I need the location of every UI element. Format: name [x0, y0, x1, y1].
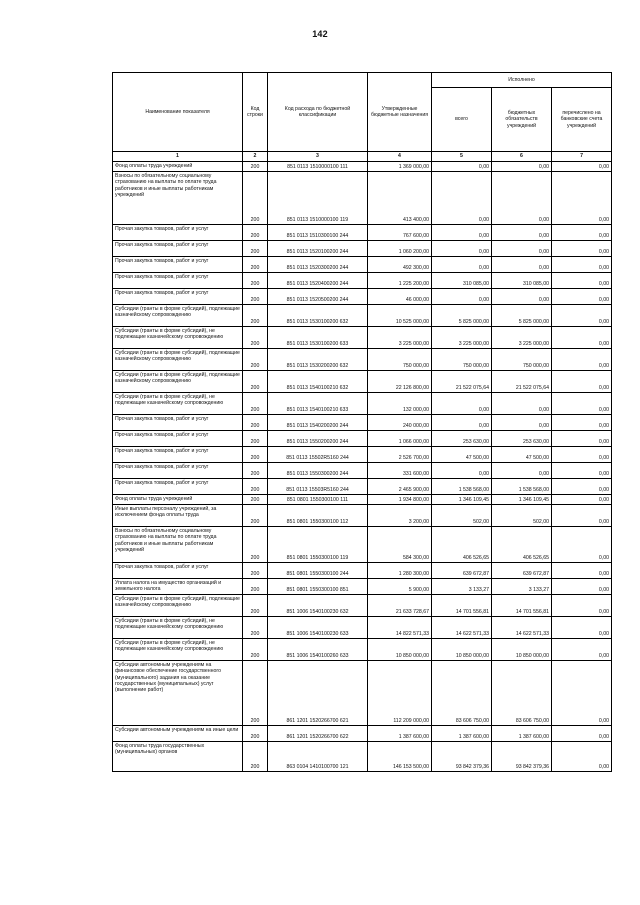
executed-total: 502,00	[432, 505, 492, 527]
column-number: 7	[552, 152, 612, 162]
approved-amount: 10 525 000,00	[368, 305, 432, 327]
budget-code: 851 0113 1510000100 119	[268, 172, 368, 225]
indicator-name: Прочая закупка товаров, работ и услуг	[113, 241, 243, 257]
approved-amount: 2 526 700,00	[368, 447, 432, 463]
approved-amount: 3 225 000,00	[368, 327, 432, 349]
executed-transferred: 0,00	[552, 431, 612, 447]
indicator-name: Субсидии (гранты в форме субсидий), подлежащие казначейскому сопровождению	[113, 349, 243, 371]
column-number: 5	[432, 152, 492, 162]
table-row	[113, 726, 612, 742]
line-code: 200	[243, 225, 268, 241]
budget-code: 851 0801 1550300100 111	[268, 495, 368, 505]
approved-amount: 132 000,00	[368, 393, 432, 415]
line-code: 200	[243, 431, 268, 447]
header-bank-accounts: перечислено на банковские счета учреждений	[552, 88, 612, 152]
executed-transferred: 0,00	[552, 579, 612, 595]
budget-execution-table	[112, 72, 612, 772]
executed-obligations: 83 606 750,00	[492, 661, 552, 726]
executed-transferred: 0,00	[552, 495, 612, 505]
approved-amount: 492 300,00	[368, 257, 432, 273]
indicator-name: Прочая закупка товаров, работ и услуг	[113, 447, 243, 463]
budget-code: 851 0113 1520300200 244	[268, 257, 368, 273]
budget-code: 851 0113 15503R5160 244	[268, 479, 368, 495]
column-number: 3	[268, 152, 368, 162]
executed-obligations: 0,00	[492, 463, 552, 479]
line-code: 200	[243, 327, 268, 349]
column-number: 4	[368, 152, 432, 162]
budget-code: 861 1201 1520266700 622	[268, 726, 368, 742]
executed-transferred: 0,00	[552, 393, 612, 415]
table-row	[113, 393, 612, 415]
approved-amount: 584 300,00	[368, 527, 432, 563]
executed-obligations: 639 672,87	[492, 563, 552, 579]
table-row	[113, 327, 612, 349]
line-code: 200	[243, 257, 268, 273]
approved-amount: 1 060 200,00	[368, 241, 432, 257]
executed-obligations: 0,00	[492, 289, 552, 305]
line-code: 200	[243, 172, 268, 225]
executed-obligations: 1 387 600,00	[492, 726, 552, 742]
approved-amount: 10 850 000,00	[368, 639, 432, 661]
approved-amount: 767 600,00	[368, 225, 432, 241]
indicator-name: Субсидии (гранты в форме субсидий), не подлежащие казначейскому сопровождению	[113, 327, 243, 349]
budget-code: 851 1006 1540100230 633	[268, 617, 368, 639]
line-code: 200	[243, 595, 268, 617]
executed-total: 253 630,00	[432, 431, 492, 447]
executed-obligations: 310 085,00	[492, 273, 552, 289]
table-row	[113, 595, 612, 617]
budget-code: 851 0801 1550300100 851	[268, 579, 368, 595]
executed-transferred: 0,00	[552, 415, 612, 431]
table-row	[113, 661, 612, 726]
column-number: 1	[113, 152, 243, 162]
executed-transferred: 0,00	[552, 349, 612, 371]
executed-total: 83 606 750,00	[432, 661, 492, 726]
executed-transferred: 0,00	[552, 479, 612, 495]
executed-total: 1 387 600,00	[432, 726, 492, 742]
budget-code: 851 0113 1550300200 244	[268, 463, 368, 479]
line-code: 200	[243, 617, 268, 639]
budget-code: 851 0113 15502R5160 244	[268, 447, 368, 463]
executed-obligations: 406 526,65	[492, 527, 552, 563]
table-row	[113, 371, 612, 393]
table-row	[113, 495, 612, 505]
executed-total: 47 500,00	[432, 447, 492, 463]
executed-total: 14 701 556,81	[432, 595, 492, 617]
indicator-name: Субсидии автономным учреждениям на иные цели	[113, 726, 243, 742]
table-row	[113, 172, 612, 225]
indicator-name: Прочая закупка товаров, работ и услуг	[113, 463, 243, 479]
executed-total: 3 133,27	[432, 579, 492, 595]
budget-code: 851 0113 1520100200 244	[268, 241, 368, 257]
indicator-name: Прочая закупка товаров, работ и услуг	[113, 289, 243, 305]
executed-transferred: 0,00	[552, 241, 612, 257]
header-budget-obligations: бюджетных обязательств учреждений	[492, 88, 552, 152]
column-number: 6	[492, 152, 552, 162]
line-code: 200	[243, 639, 268, 661]
executed-total: 0,00	[432, 241, 492, 257]
indicator-name: Прочая закупка товаров, работ и услуг	[113, 257, 243, 273]
executed-obligations: 21 522 075,64	[492, 371, 552, 393]
budget-code: 851 0113 1540100210 633	[268, 393, 368, 415]
executed-transferred: 0,00	[552, 617, 612, 639]
table-row	[113, 527, 612, 563]
budget-code: 863 0104 1410100700 121	[268, 742, 368, 772]
line-code: 200	[243, 495, 268, 505]
indicator-name: Субсидии (гранты в форме субсидий), подлежащие казначейскому сопровождению	[113, 595, 243, 617]
line-code: 200	[243, 415, 268, 431]
executed-obligations: 1 346 109,45	[492, 495, 552, 505]
page-number: 142	[312, 29, 328, 39]
executed-obligations: 0,00	[492, 393, 552, 415]
table-row	[113, 273, 612, 289]
budget-code: 851 0801 1550300100 112	[268, 505, 368, 527]
table-row	[113, 289, 612, 305]
budget-code: 851 0113 1530100200 633	[268, 327, 368, 349]
approved-amount: 14 822 571,33	[368, 617, 432, 639]
table-row	[113, 415, 612, 431]
executed-obligations: 750 000,00	[492, 349, 552, 371]
budget-code: 851 0801 1550300100 119	[268, 527, 368, 563]
table-row	[113, 225, 612, 241]
executed-obligations: 10 850 000,00	[492, 639, 552, 661]
indicator-name: Субсидии (гранты в форме субсидий), не подлежащие казначейскому сопровождению	[113, 617, 243, 639]
line-code: 200	[243, 289, 268, 305]
header-total: всего	[432, 88, 492, 152]
indicator-name: Прочая закупка товаров, работ и услуг	[113, 431, 243, 447]
table-row	[113, 639, 612, 661]
executed-obligations: 0,00	[492, 241, 552, 257]
executed-transferred: 0,00	[552, 172, 612, 225]
budget-code: 851 0113 1520500200 244	[268, 289, 368, 305]
executed-obligations: 3 225 000,00	[492, 327, 552, 349]
executed-obligations: 5 825 000,00	[492, 305, 552, 327]
budget-code: 851 1006 1540100230 632	[268, 595, 368, 617]
header-approved: Утвержденные бюджетные назначения	[368, 73, 432, 152]
approved-amount: 46 000,00	[368, 289, 432, 305]
executed-total: 0,00	[432, 172, 492, 225]
executed-total: 0,00	[432, 225, 492, 241]
table-row	[113, 305, 612, 327]
executed-transferred: 0,00	[552, 225, 612, 241]
line-code: 200	[243, 241, 268, 257]
line-code: 200	[243, 661, 268, 726]
indicator-name: Фонд оплаты труда учреждений	[113, 162, 243, 172]
executed-obligations: 14 701 556,81	[492, 595, 552, 617]
indicator-name: Прочая закупка товаров, работ и услуг	[113, 273, 243, 289]
header-budget-code: Код расхода по бюджетной классификации	[268, 73, 368, 152]
line-code: 200	[243, 393, 268, 415]
indicator-name: Взносы по обязательному социальному страхованию на выплаты по оплате труда работников и иные выплаты работникам учреждений	[113, 527, 243, 563]
approved-amount: 1 225 200,00	[368, 273, 432, 289]
executed-total: 93 842 379,36	[432, 742, 492, 772]
indicator-name: Субсидии (гранты в форме субсидий), не подлежащие казначейскому сопровождению	[113, 393, 243, 415]
executed-transferred: 0,00	[552, 273, 612, 289]
budget-code: 851 1006 1540100260 633	[268, 639, 368, 661]
column-number: 2	[243, 152, 268, 162]
budget-code: 851 0801 1550300100 244	[268, 563, 368, 579]
line-code: 200	[243, 505, 268, 527]
budget-code: 851 0113 1510300100 244	[268, 225, 368, 241]
executed-transferred: 0,00	[552, 595, 612, 617]
executed-transferred: 0,00	[552, 463, 612, 479]
table-row	[113, 505, 612, 527]
executed-transferred: 0,00	[552, 371, 612, 393]
executed-total: 1 538 568,00	[432, 479, 492, 495]
executed-total: 3 225 000,00	[432, 327, 492, 349]
line-code: 200	[243, 305, 268, 327]
executed-total: 0,00	[432, 257, 492, 273]
executed-total: 21 522 075,64	[432, 371, 492, 393]
executed-transferred: 0,00	[552, 257, 612, 273]
executed-total: 310 085,00	[432, 273, 492, 289]
executed-transferred: 0,00	[552, 305, 612, 327]
approved-amount: 1 934 800,00	[368, 495, 432, 505]
executed-transferred: 0,00	[552, 639, 612, 661]
indicator-name: Субсидии (гранты в форме субсидий), не подлежащие казначейскому сопровождению	[113, 639, 243, 661]
executed-obligations: 253 630,00	[492, 431, 552, 447]
approved-amount: 1 280 300,00	[368, 563, 432, 579]
indicator-name: Уплата налога на имущество организаций и земельного налога	[113, 579, 243, 595]
executed-obligations: 93 842 379,36	[492, 742, 552, 772]
approved-amount: 5 900,00	[368, 579, 432, 595]
line-code: 200	[243, 273, 268, 289]
approved-amount: 112 209 000,00	[368, 661, 432, 726]
executed-total: 0,00	[432, 162, 492, 172]
budget-code: 851 0113 1520400200 244	[268, 273, 368, 289]
budget-code: 851 0113 1530200200 632	[268, 349, 368, 371]
executed-obligations: 14 622 571,33	[492, 617, 552, 639]
table-row	[113, 563, 612, 579]
executed-total: 10 850 000,00	[432, 639, 492, 661]
table-row	[113, 257, 612, 273]
budget-code: 851 0113 1550200200 244	[268, 431, 368, 447]
executed-total: 750 000,00	[432, 349, 492, 371]
executed-transferred: 0,00	[552, 661, 612, 726]
executed-total: 5 825 000,00	[432, 305, 492, 327]
executed-total: 1 346 109,45	[432, 495, 492, 505]
executed-transferred: 0,00	[552, 726, 612, 742]
approved-amount: 21 633 728,67	[368, 595, 432, 617]
executed-obligations: 3 133,27	[492, 579, 552, 595]
executed-transferred: 0,00	[552, 527, 612, 563]
indicator-name: Субсидии (гранты в форме субсидий), подлежащие казначейскому сопровождению	[113, 305, 243, 327]
header-executed: Исполнено	[432, 73, 612, 88]
table-row	[113, 463, 612, 479]
budget-code: 851 0113 1530100200 632	[268, 305, 368, 327]
executed-transferred: 0,00	[552, 289, 612, 305]
executed-total: 639 672,87	[432, 563, 492, 579]
approved-amount: 1 387 600,00	[368, 726, 432, 742]
line-code: 200	[243, 479, 268, 495]
indicator-name: Субсидии (гранты в форме субсидий), подлежащие казначейскому сопровождению	[113, 371, 243, 393]
executed-total: 406 526,65	[432, 527, 492, 563]
line-code: 200	[243, 463, 268, 479]
line-code: 200	[243, 579, 268, 595]
approved-amount: 146 153 500,00	[368, 742, 432, 772]
approved-amount: 750 000,00	[368, 349, 432, 371]
approved-amount: 413 400,00	[368, 172, 432, 225]
executed-transferred: 0,00	[552, 327, 612, 349]
indicator-name: Субсидии автономным учреждениям на финансовое обеспечение государственного (муниципального) задания на оказание государственных (муниципальных) услуг (выполнение работ)	[113, 661, 243, 726]
executed-transferred: 0,00	[552, 162, 612, 172]
budget-code: 851 0113 1510000100 111	[268, 162, 368, 172]
table-row	[113, 579, 612, 595]
approved-amount: 2 465 900,00	[368, 479, 432, 495]
table-row	[113, 162, 612, 172]
line-code: 200	[243, 447, 268, 463]
indicator-name: Прочая закупка товаров, работ и услуг	[113, 415, 243, 431]
executed-transferred: 0,00	[552, 447, 612, 463]
header-name: Наименование показателя	[113, 73, 243, 152]
budget-code: 851 0113 1540200200 244	[268, 415, 368, 431]
executed-obligations: 1 538 568,00	[492, 479, 552, 495]
table-row	[113, 742, 612, 772]
indicator-name: Фонд оплаты труда учреждений	[113, 495, 243, 505]
approved-amount: 22 126 800,00	[368, 371, 432, 393]
approved-amount: 1 066 000,00	[368, 431, 432, 447]
line-code: 200	[243, 742, 268, 772]
header-line-code: Код строки	[243, 73, 268, 152]
indicator-name: Взносы по обязательному социальному страхованию на выплаты по оплате труда работников и иные выплаты работникам учреждений	[113, 172, 243, 225]
executed-total: 0,00	[432, 415, 492, 431]
table-row	[113, 349, 612, 371]
executed-total: 14 622 571,33	[432, 617, 492, 639]
executed-transferred: 0,00	[552, 505, 612, 527]
executed-obligations: 0,00	[492, 415, 552, 431]
executed-obligations: 0,00	[492, 257, 552, 273]
executed-obligations: 47 500,00	[492, 447, 552, 463]
table-row	[113, 241, 612, 257]
indicator-name: Прочая закупка товаров, работ и услуг	[113, 563, 243, 579]
budget-code: 851 0113 1540100210 632	[268, 371, 368, 393]
indicator-name: Прочая закупка товаров, работ и услуг	[113, 225, 243, 241]
approved-amount: 1 369 000,00	[368, 162, 432, 172]
executed-total: 0,00	[432, 289, 492, 305]
indicator-name: Иные выплаты персоналу учреждений, за исключением фонда оплаты труда	[113, 505, 243, 527]
line-code: 200	[243, 726, 268, 742]
table-row	[113, 479, 612, 495]
table-row	[113, 447, 612, 463]
executed-obligations: 0,00	[492, 172, 552, 225]
executed-transferred: 0,00	[552, 563, 612, 579]
table-row	[113, 617, 612, 639]
executed-total: 0,00	[432, 463, 492, 479]
indicator-name: Прочая закупка товаров, работ и услуг	[113, 479, 243, 495]
approved-amount: 331 600,00	[368, 463, 432, 479]
executed-obligations: 0,00	[492, 162, 552, 172]
executed-transferred: 0,00	[552, 742, 612, 772]
line-code: 200	[243, 349, 268, 371]
executed-total: 0,00	[432, 393, 492, 415]
column-numbers-row	[113, 152, 612, 162]
table-row	[113, 431, 612, 447]
line-code: 200	[243, 371, 268, 393]
indicator-name: Фонд оплаты труда государственных (муниципальных) органов	[113, 742, 243, 772]
budget-code: 861 1201 1520266700 621	[268, 661, 368, 726]
executed-obligations: 502,00	[492, 505, 552, 527]
line-code: 200	[243, 563, 268, 579]
approved-amount: 3 200,00	[368, 505, 432, 527]
line-code: 200	[243, 527, 268, 563]
executed-obligations: 0,00	[492, 225, 552, 241]
approved-amount: 240 000,00	[368, 415, 432, 431]
line-code: 200	[243, 162, 268, 172]
